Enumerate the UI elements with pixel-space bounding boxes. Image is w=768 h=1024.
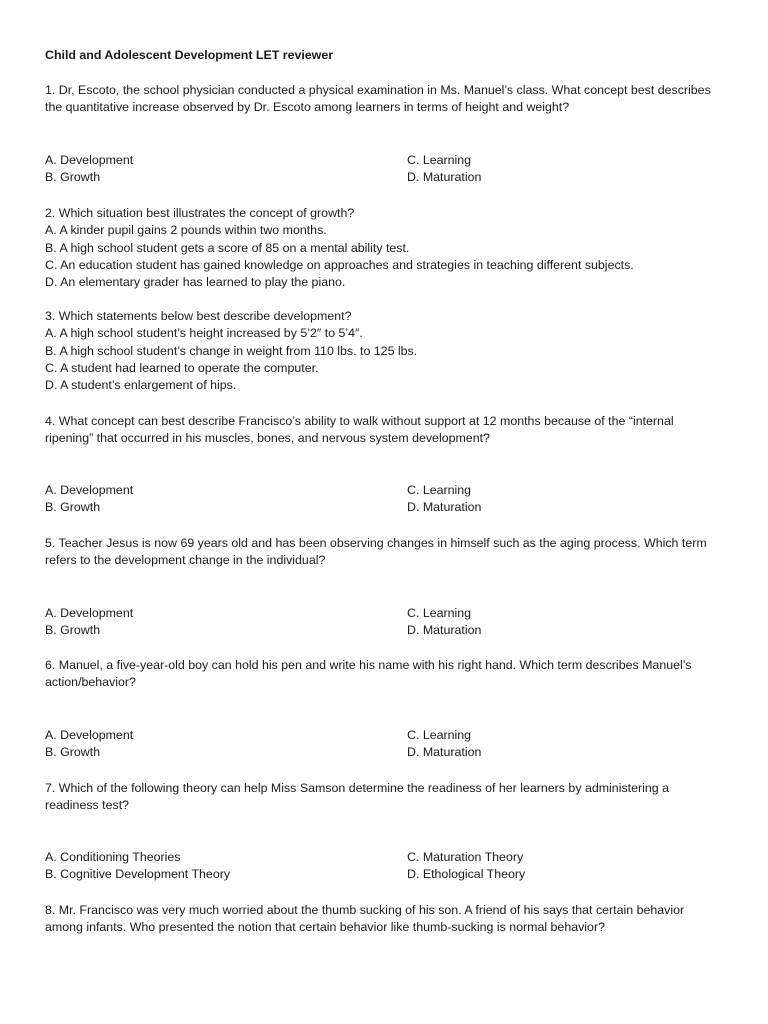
question-2-option-a: A. A kinder pupil gains 2 pounds within two months.	[45, 223, 327, 238]
question-7-option-b: B. Cognitive Development Theory	[45, 867, 231, 882]
question-1-text-line-1: 1. Dr, Escoto, the school physician conducted a physical examination in Ms. Manuel’s class. What concept best describes	[45, 83, 711, 97]
question-1	[45, 82, 723, 117]
question-5-text-line-2: refers to the development change in the individual?	[45, 553, 326, 568]
question-1-option-b: B. Growth	[45, 170, 101, 185]
question-7-text-line-2: readiness test?	[45, 798, 130, 813]
question-6	[45, 657, 723, 692]
question-4	[45, 413, 723, 448]
question-3-option-b: B. A high school student’s change in weight from 110 lbs. to 125 lbs.	[45, 343, 418, 358]
question-7-options	[45, 849, 723, 885]
question-2-option-b: B. A high school student gets a score of 85 on a mental ability test.	[45, 240, 410, 255]
question-5-option-b: B. Growth	[45, 623, 101, 638]
question-6-options	[45, 727, 723, 763]
question-2-text: 2. Which situation best illustrates the concept of growth?	[45, 206, 355, 220]
question-6-option-b: B. Growth	[45, 745, 101, 760]
question-3-option-a: A. A high school student’s height increased by 5’2″ to 5’4″.	[45, 326, 363, 341]
question-5-option-a: A. Development	[45, 606, 134, 620]
question-3-option-c: C. A student had learned to operate the computer.	[45, 360, 319, 375]
question-5-option-d: D. Maturation	[407, 623, 482, 638]
question-2-option-c: C. An education student has gained knowledge on approaches and strategies in teaching different subjects.	[45, 257, 634, 272]
question-7-text-line-1: 7. Which of the following theory can help Miss Samson determine the readiness of her learners by administering a	[45, 781, 669, 795]
question-2	[45, 205, 723, 291]
question-5-text-line-1: 5. Teacher Jesus is now 69 years old and has been observing changes in himself such as the aging process. Which term	[45, 536, 707, 550]
question-5-options	[45, 605, 723, 641]
question-6-option-a: A. Development	[45, 728, 134, 742]
question-5	[45, 535, 723, 570]
question-3	[45, 308, 723, 394]
question-1-option-c: C. Learning	[407, 153, 472, 167]
question-3-option-d: D. A student’s enlargement of hips.	[45, 378, 237, 393]
question-7-option-c: C. Maturation Theory	[407, 850, 524, 864]
question-1-options	[45, 152, 723, 188]
question-4-option-a: A. Development	[45, 483, 134, 497]
question-3-text: 3. Which statements below best describe development?	[45, 309, 352, 323]
question-4-option-d: D. Maturation	[407, 500, 482, 515]
question-7-option-a: A. Conditioning Theories	[45, 850, 181, 864]
question-8-text-line-2: among infants. Who presented the notion that certain behavior like thumb-sucking is normal behavior?	[45, 920, 605, 935]
question-4-options	[45, 482, 723, 518]
question-1-text-line-2: the quantitative increase observed by Dr. Escoto among learners in terms of height and weight?	[45, 100, 570, 115]
question-2-option-d: D. An elementary grader has learned to play the piano.	[45, 275, 346, 290]
question-8	[45, 902, 723, 937]
question-6-text-line-1: 6. Manuel, a five-year-old boy can hold his pen and write his name with his right hand. Which term describes Manuel’s	[45, 658, 692, 672]
question-1-option-a: A. Development	[45, 153, 134, 167]
question-7-option-d: D. Ethological Theory	[407, 867, 526, 882]
question-4-text-line-1: 4. What concept can best describe Francisco’s ability to walk without support at 12 months because of the “internal	[45, 414, 674, 428]
question-5-option-c: C. Learning	[407, 606, 472, 620]
document-title: Child and Adolescent Development LET reviewer	[45, 48, 334, 62]
question-6-option-d: D. Maturation	[407, 745, 482, 760]
question-4-option-c: C. Learning	[407, 483, 472, 497]
question-6-option-c: C. Learning	[407, 728, 472, 742]
question-7	[45, 780, 723, 815]
question-4-text-line-2: ripening” that occurred in his muscles, bones, and nervous system development?	[45, 431, 490, 446]
question-8-text-line-1: 8. Mr. Francisco was very much worried about the thumb sucking of his son. A friend of his says that certain behavior	[45, 903, 685, 917]
question-4-option-b: B. Growth	[45, 500, 101, 515]
question-6-text-line-2: action/behavior?	[45, 675, 136, 690]
question-1-option-d: D. Maturation	[407, 170, 482, 185]
